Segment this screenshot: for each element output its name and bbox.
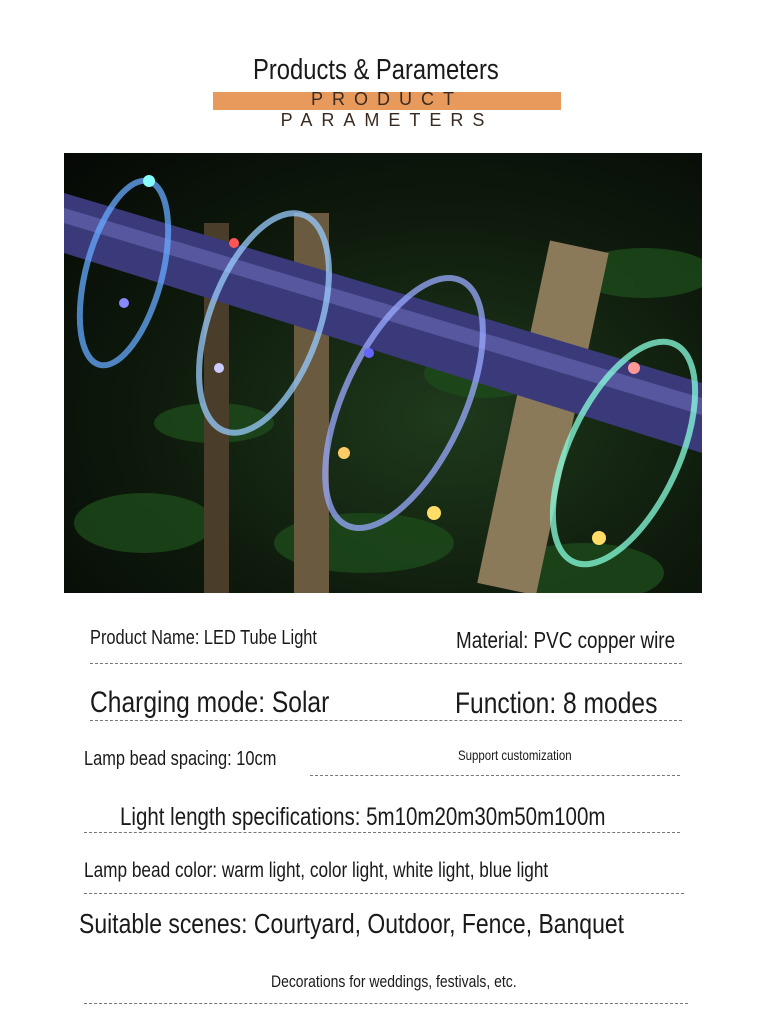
lamp-bead-color: Lamp bead color: warm light, color light, white light, blue light	[84, 859, 549, 882]
suitable-scenes: Suitable scenes: Courtyard, Outdoor, Fence, Banquet	[79, 908, 624, 939]
header-title: Products & Parameters	[253, 54, 499, 86]
product-name: Product Name: LED Tube Light	[90, 627, 317, 649]
decorations: Decorations for weddings, festivals, etc.	[271, 972, 517, 991]
divider	[310, 775, 680, 776]
divider	[90, 663, 682, 664]
light-length: Light length specifications: 5m10m20m30m50m100m	[120, 803, 606, 831]
support-customization: Support customization	[458, 747, 572, 763]
product-photo	[64, 153, 702, 593]
header-subtitle: PRODUCT PARAMETERS	[280, 89, 494, 130]
divider	[84, 832, 680, 833]
material: Material: PVC copper wire	[456, 627, 676, 653]
function: Function: 8 modes	[455, 687, 658, 720]
charging-mode: Charging mode: Solar	[90, 686, 330, 719]
lamp-bead-spacing: Lamp bead spacing: 10cm	[84, 748, 277, 770]
divider	[84, 1003, 688, 1004]
divider	[84, 893, 684, 894]
divider	[90, 720, 682, 721]
